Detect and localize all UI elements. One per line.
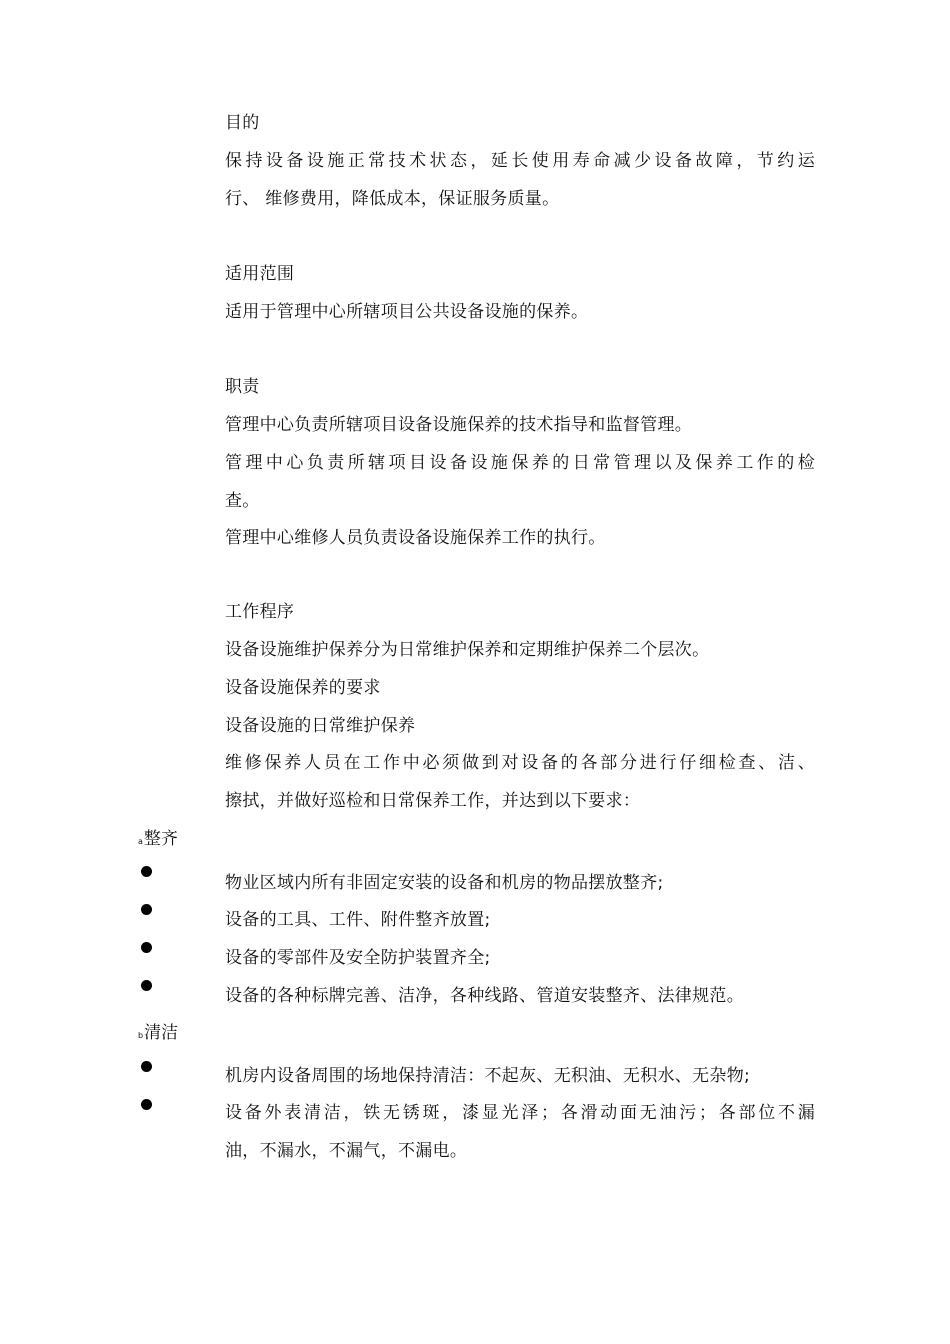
tidy-heading: 整齐	[143, 829, 178, 849]
purpose-text-line-2: 行、 维修费用，降低成本，保证服务质量。	[225, 189, 560, 209]
procedure-heading: 工作程序	[225, 602, 295, 622]
procedure-text-line-2: 设备设施保养的要求	[225, 678, 381, 698]
duties-text-line-1: 管理中心负责所辖项目设备设施保养的技术指导和监督管理。	[225, 415, 693, 435]
clean-item-2-continuation: 油，不漏水，不漏气，不漏电。	[225, 1141, 468, 1161]
scope-heading: 适用范围	[225, 264, 295, 284]
clean-item-2: 设备外表清洁，铁无锈斑，漆显光泽；各滑动面无油污；各部位不漏	[225, 1103, 815, 1123]
tidy-item-1: 物业区域内所有非固定安装的设备和机房的物品摆放整齐;	[225, 873, 664, 893]
purpose-heading: 目的	[225, 113, 260, 133]
tidy-item-2: 设备的工具、工件、附件整齐放置;	[225, 910, 491, 930]
bullet-icon	[141, 866, 152, 877]
tidy-subheading	[138, 827, 178, 854]
clean-heading: 清洁	[144, 1023, 179, 1043]
scope-text-line-1: 适用于管理中心所辖项目公共设备设施的保养。	[225, 302, 589, 322]
bullet-icon	[141, 942, 152, 953]
clean-item-1: 机房内设备周围的场地保持清洁：不起灰、无积油、无积水、无杂物;	[225, 1066, 751, 1086]
bullet-icon	[141, 980, 152, 991]
tidy-item-4: 设备的各种标牌完善、洁净，各种线路、管道安装整齐、法律规范。	[225, 986, 744, 1006]
tidy-item-3: 设备的零部件及安全防护装置齐全;	[225, 948, 491, 968]
bullet-icon	[141, 904, 152, 915]
procedure-text-line-3: 设备设施的日常维护保养	[225, 716, 416, 736]
procedure-text-line-5: 擦拭，并做好巡检和日常保养工作，并达到以下要求：	[225, 791, 641, 811]
duties-heading: 职责	[225, 377, 260, 397]
purpose-text-line-1: 保持设备设施正常技术状态，延长使用寿命减少设备故障，节约运	[225, 151, 815, 171]
bullet-icon	[141, 1099, 152, 1110]
duties-text-line-2: 管理中心负责所辖项目设备设施保养的日常管理以及保养工作的检	[225, 453, 815, 473]
bullet-icon	[141, 1061, 152, 1072]
clean-marker: b	[138, 1031, 144, 1040]
duties-text-line-3: 查。	[225, 491, 260, 511]
procedure-text-line-4: 维修保养人员在工作中必须做到对设备的各部分进行仔细检查、洁、	[225, 753, 815, 773]
tidy-marker: a	[138, 837, 143, 846]
duties-text-line-4: 管理中心维修人员负责设备设施保养工作的执行。	[225, 528, 606, 548]
clean-subheading	[138, 1021, 178, 1048]
procedure-text-line-1: 设备设施维护保养分为日常维护保养和定期维护保养二个层次。	[225, 640, 710, 660]
